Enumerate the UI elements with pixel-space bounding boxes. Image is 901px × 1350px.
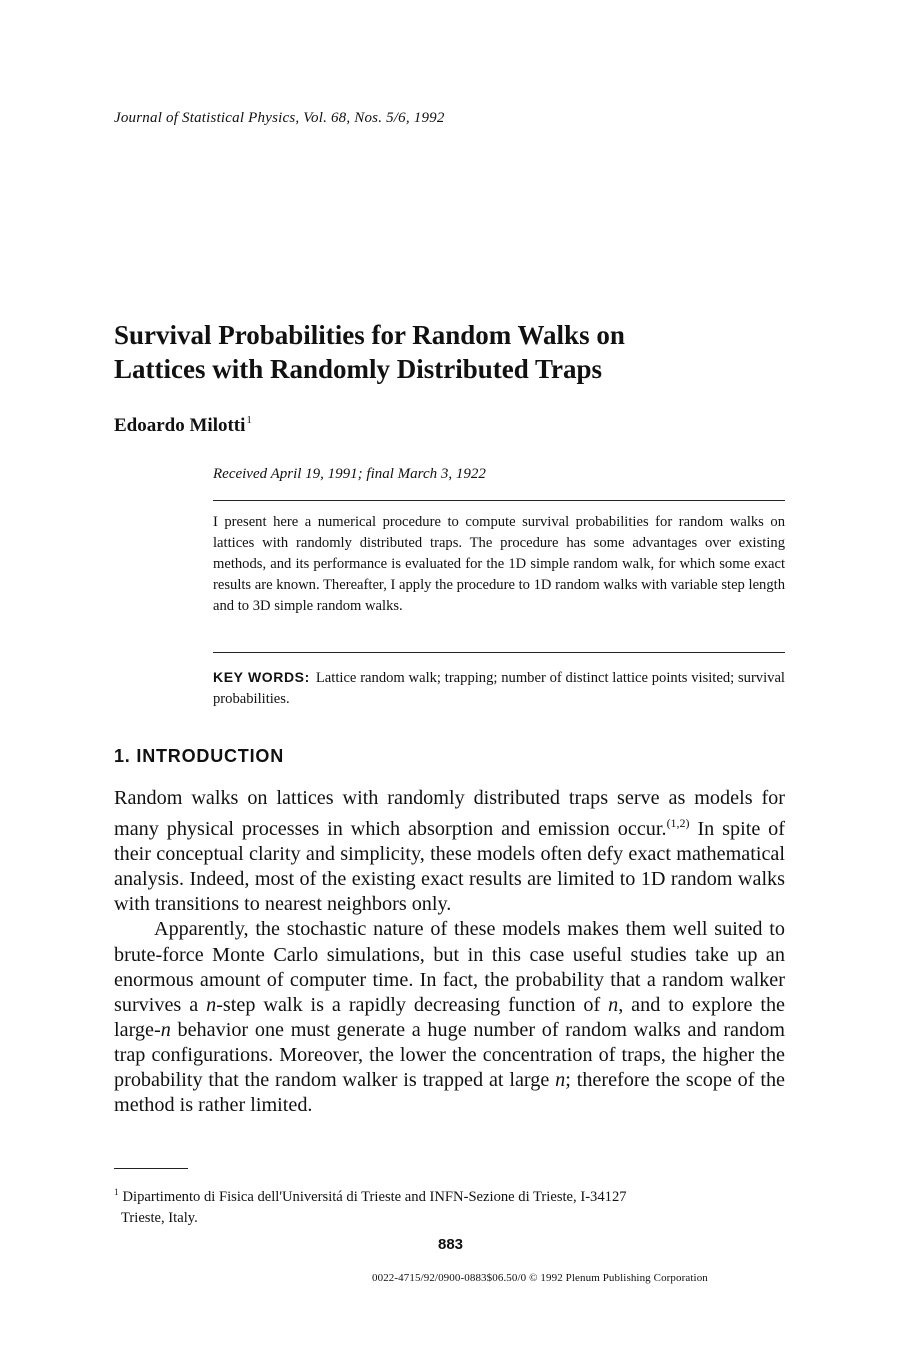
p2-text-b: -step walk is a rapidly decreasing function of — [216, 993, 609, 1016]
key-words-label: KEY WORDS: — [213, 669, 310, 685]
author-footnote-mark: 1 — [246, 414, 252, 426]
paragraph-2 — [114, 917, 785, 1118]
p2-text-d: behavior one must generate a huge number of random walks and random trap configurations. Moreover, the lower the concentration of traps, the higher the probability that the random walker is trapped at large — [114, 1018, 785, 1092]
p2-text-a: Apparently, the stochastic nature of these models makes them well suited to brute-force Monte Carlo simulations, but in this case useful studies take up an enormous amount of computer time. In fact, the probability that a random walker survives a — [114, 918, 785, 1016]
abstract-top-rule — [213, 500, 785, 501]
body-text — [114, 786, 785, 1118]
footnote-line-1: Dipartimento di Fisica dell'Universitá di Trieste and INFN-Sezione di Trieste, I-34127 — [122, 1189, 627, 1205]
var-n: n — [608, 993, 619, 1016]
var-n: n — [555, 1069, 566, 1092]
article-title — [114, 318, 794, 386]
footnote-line-2: Trieste, Italy. — [121, 1210, 198, 1226]
footnote-mark: 1 — [114, 1187, 119, 1197]
footnote-rule — [114, 1168, 188, 1169]
key-words — [213, 667, 785, 710]
page-number: 883 — [437, 1236, 464, 1253]
footnote — [114, 1182, 785, 1229]
title-line-2: Lattices with Randomly Distributed Traps — [114, 354, 603, 384]
paragraph-1 — [114, 786, 785, 917]
author — [114, 414, 252, 437]
section-heading: 1. INTRODUCTION — [114, 746, 285, 766]
title-line-1: Survival Probabilities for Random Walks on — [114, 320, 625, 350]
p1-text-b: In spite of their conceptual clarity and simplicity, these models often defy exact mathematical analysis. Indeed, most of the existing exact results are limited to 1D random walks with transitions to nearest neighbors only. — [114, 818, 785, 916]
var-n: n — [206, 993, 217, 1016]
received-dates: Received April 19, 1991; final March 3, 1922 — [213, 466, 486, 482]
journal-citation: Journal of Statistical Physics, Vol. 68, Nos. 5/6, 1992 — [114, 110, 445, 126]
abstract: I present here a numerical procedure to compute survival probabilities for random walks on lattices with randomly distributed traps. The procedure has some advantages over existing methods, and its performance is evaluated for the 1D simple random walk, for which some exact results are known. Thereafter, I apply the procedure to 1D random walks with variable step length and to 3D simple random walks. — [213, 514, 785, 614]
copyright-line: 0022-4715/92/0900-0883$06.50/0 © 1992 Plenum Publishing Corporation — [372, 1272, 708, 1284]
citation-ref: (1,2) — [666, 816, 690, 831]
author-name: Edoardo Milotti — [114, 415, 246, 436]
p1-text-a: Random walks on lattices with randomly distributed traps serve as models for many physical processes in which absorption and emission occur. — [114, 787, 785, 841]
key-words-text: Lattice random walk; trapping; number of distinct lattice points visited; survival probabilities. — [213, 670, 785, 707]
abstract-bottom-rule — [213, 652, 785, 653]
p2-text-c: , and to explore the large- — [114, 993, 786, 1041]
var-n: n — [160, 1018, 171, 1041]
p2-text-e: ; therefore the scope of the method is rather limited. — [114, 1069, 785, 1117]
